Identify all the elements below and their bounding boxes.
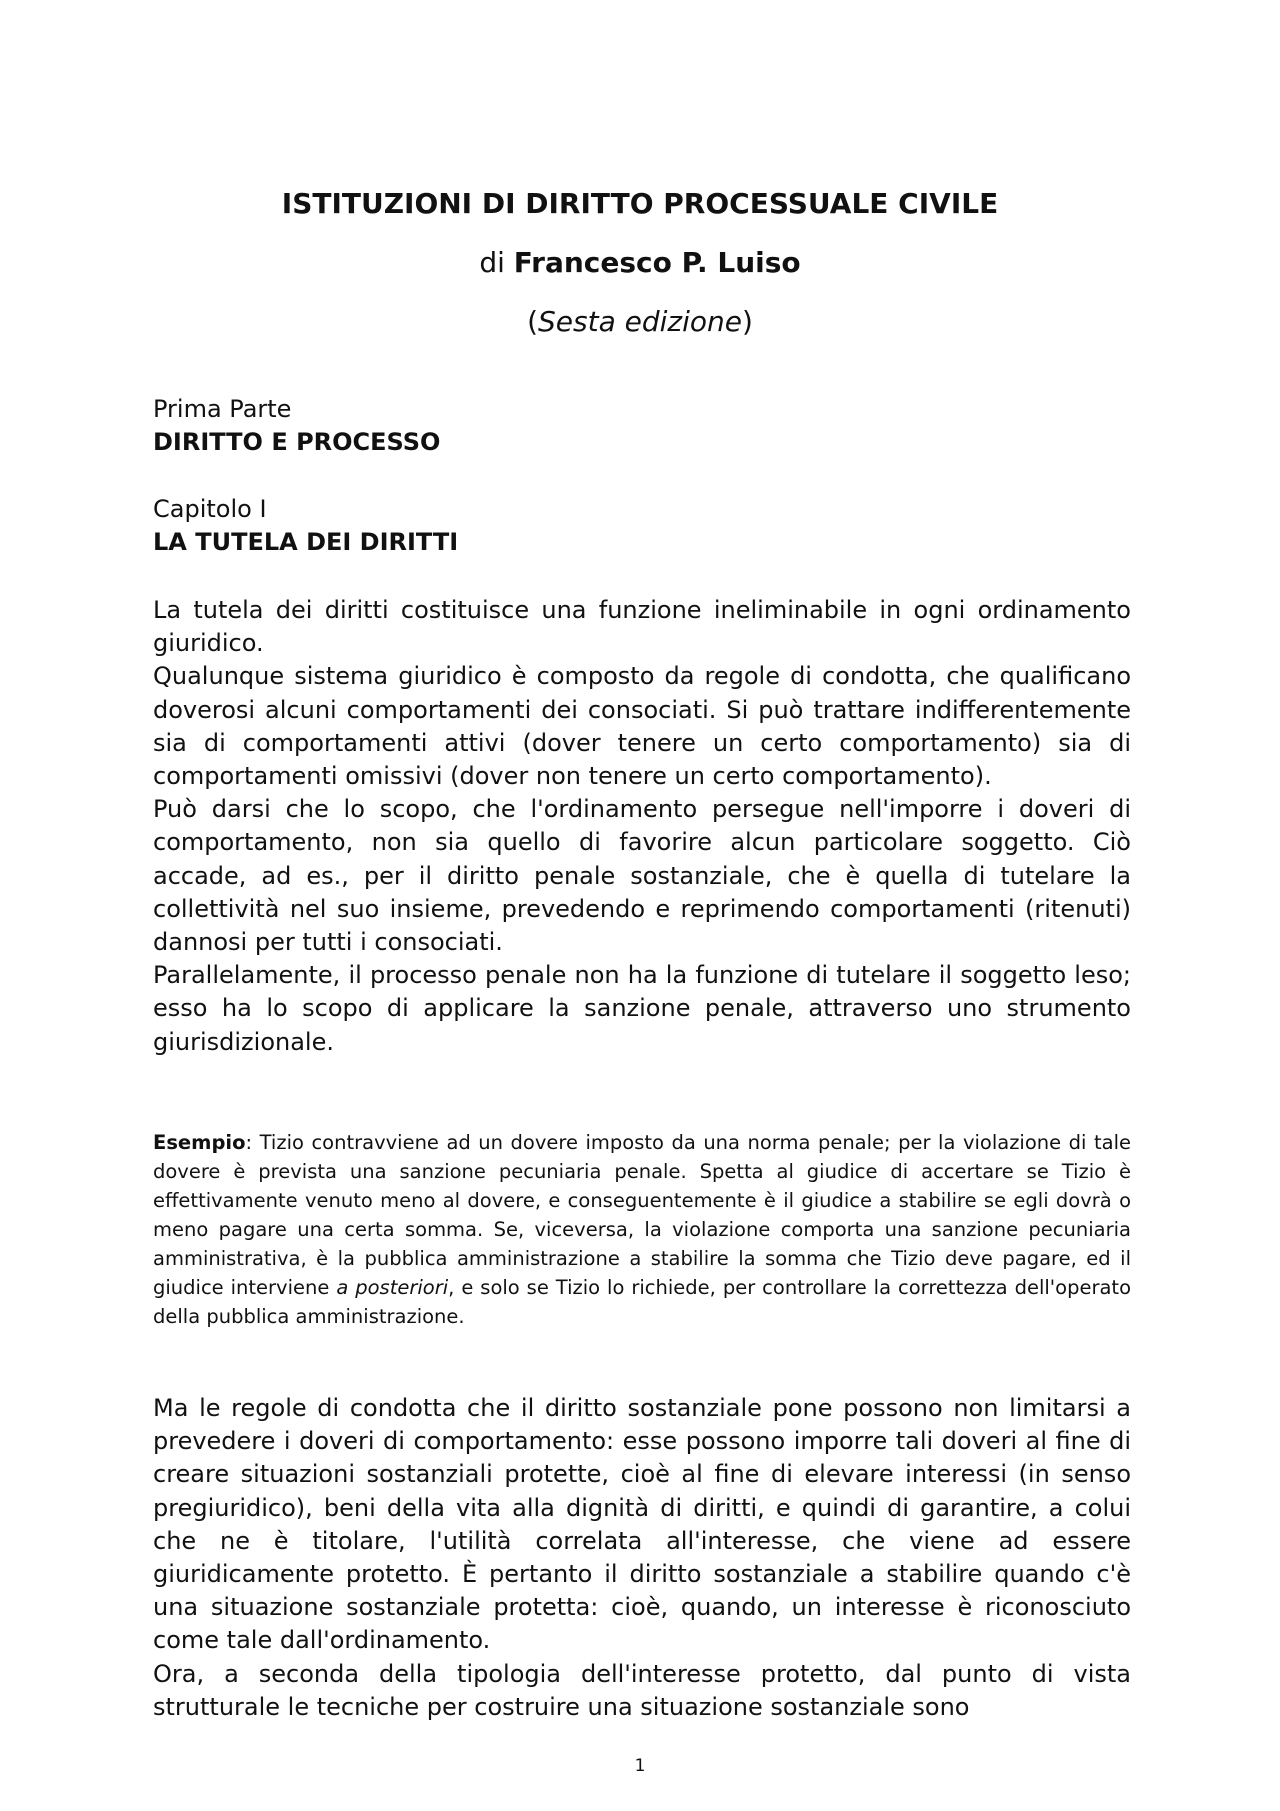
paragraph: Parallelamente, il processo penale non ha la funzione di tutelare il soggetto leso; esso ha lo scopo di applicare la sanzione penale, attraverso uno strumento giurisdizionale.: [153, 961, 1131, 1056]
chapter-title: LA TUTELA DEI DIRITTI: [153, 528, 459, 556]
paragraph: La tutela dei diritti costituisce una funzione ineliminabile in ogni ordinamento giuridico.: [153, 596, 1131, 658]
example-italic: a posteriori: [336, 1276, 449, 1299]
author-name: Francesco P. Luiso: [513, 246, 801, 279]
document-title: ISTITUZIONI DI DIRITTO PROCESSUALE CIVILE: [281, 187, 999, 220]
part-label: Prima Parte: [153, 395, 292, 423]
author-line: [0, 245, 1280, 281]
edition-text: Sesta edizione: [538, 305, 742, 338]
edition-line: [0, 304, 1280, 340]
edition-open-paren: (: [527, 305, 538, 338]
example-text-b: , e solo se Tizio lo richiede, per controllare la correttezza dell'operato della pubblica amministrazione.: [153, 1276, 1132, 1328]
body-section-1: [153, 594, 1131, 1059]
part-heading: [153, 393, 1131, 459]
paragraph: Può darsi che lo scopo, che l'ordinamento persegue nell'imporre i doveri di comportamento, non sia quello di favorire alcun particolare soggetto. Ciò accade, ad es., per il diritto penale sostanziale, che è quella di tutelare la collettività nel suo insieme, prevedendo e reprimendo comportamenti (ritenuti) dannosi per tutti i consociati.: [153, 795, 1131, 957]
paragraph: Ora, a seconda della tipologia dell'interesse protetto, dal punto di vista strutturale le tecniche per costruire una situazione sostanziale sono: [153, 1659, 1131, 1721]
paragraph: Ma le regole di condotta che il diritto sostanziale pone possono non limitarsi a prevedere i doveri di comportamento: esse possono imporre tali doveri al fine di creare situazioni sostanziali protette, cioè al fine di elevare interessi (in senso pregiuridico), beni della vita alla dignità di diritti, e quindi di garantire, a colui che ne è titolare, l'utilità correlata all'interesse, che viene ad essere giuridicamente protetto. È pertanto il diritto sostanziale a stabilire quando c'è una situazione sostanziale protetta: cioè, quando, un interesse è riconosciuto come tale dall'ordinamento.: [153, 1394, 1131, 1655]
body-section-2: [153, 1392, 1131, 1724]
example-box: [153, 1128, 1131, 1331]
example-label: Esempio: [153, 1131, 246, 1154]
part-title: DIRITTO E PROCESSO: [153, 428, 441, 456]
page-number: 1: [634, 1756, 646, 1776]
edition-close-paren: ): [741, 305, 753, 338]
byline-prefix: di: [479, 246, 514, 279]
paragraph: Qualunque sistema giuridico è composto da regole di condotta, che qualificano doverosi alcuni comportamenti dei consociati. Si può trattare indifferentemente sia di comportamenti attivi (dover tenere un certo comportamento) sia di comportamenti omissivi (dover non tenere un certo comportamento).: [153, 662, 1131, 791]
chapter-label: Capitolo I: [153, 495, 267, 523]
chapter-heading: [153, 493, 1131, 559]
example-text-a: : Tizio contravviene ad un dovere imposto da una norma penale; per la violazione di tale dovere è prevista una sanzione pecuniaria penale. Spetta al giudice di accertare se Tizio è effettivamente venuto meno al dovere, e conseguentemente è il giudice a stabilire se egli dovrà o meno pagare una certa somma. Se, viceversa, la violazione comporta una sanzione pecuniaria amministrativa, è la pubblica amministrazione a stabilire la somma che Tizio deve pagare, ed il giudice interviene: [153, 1131, 1131, 1299]
